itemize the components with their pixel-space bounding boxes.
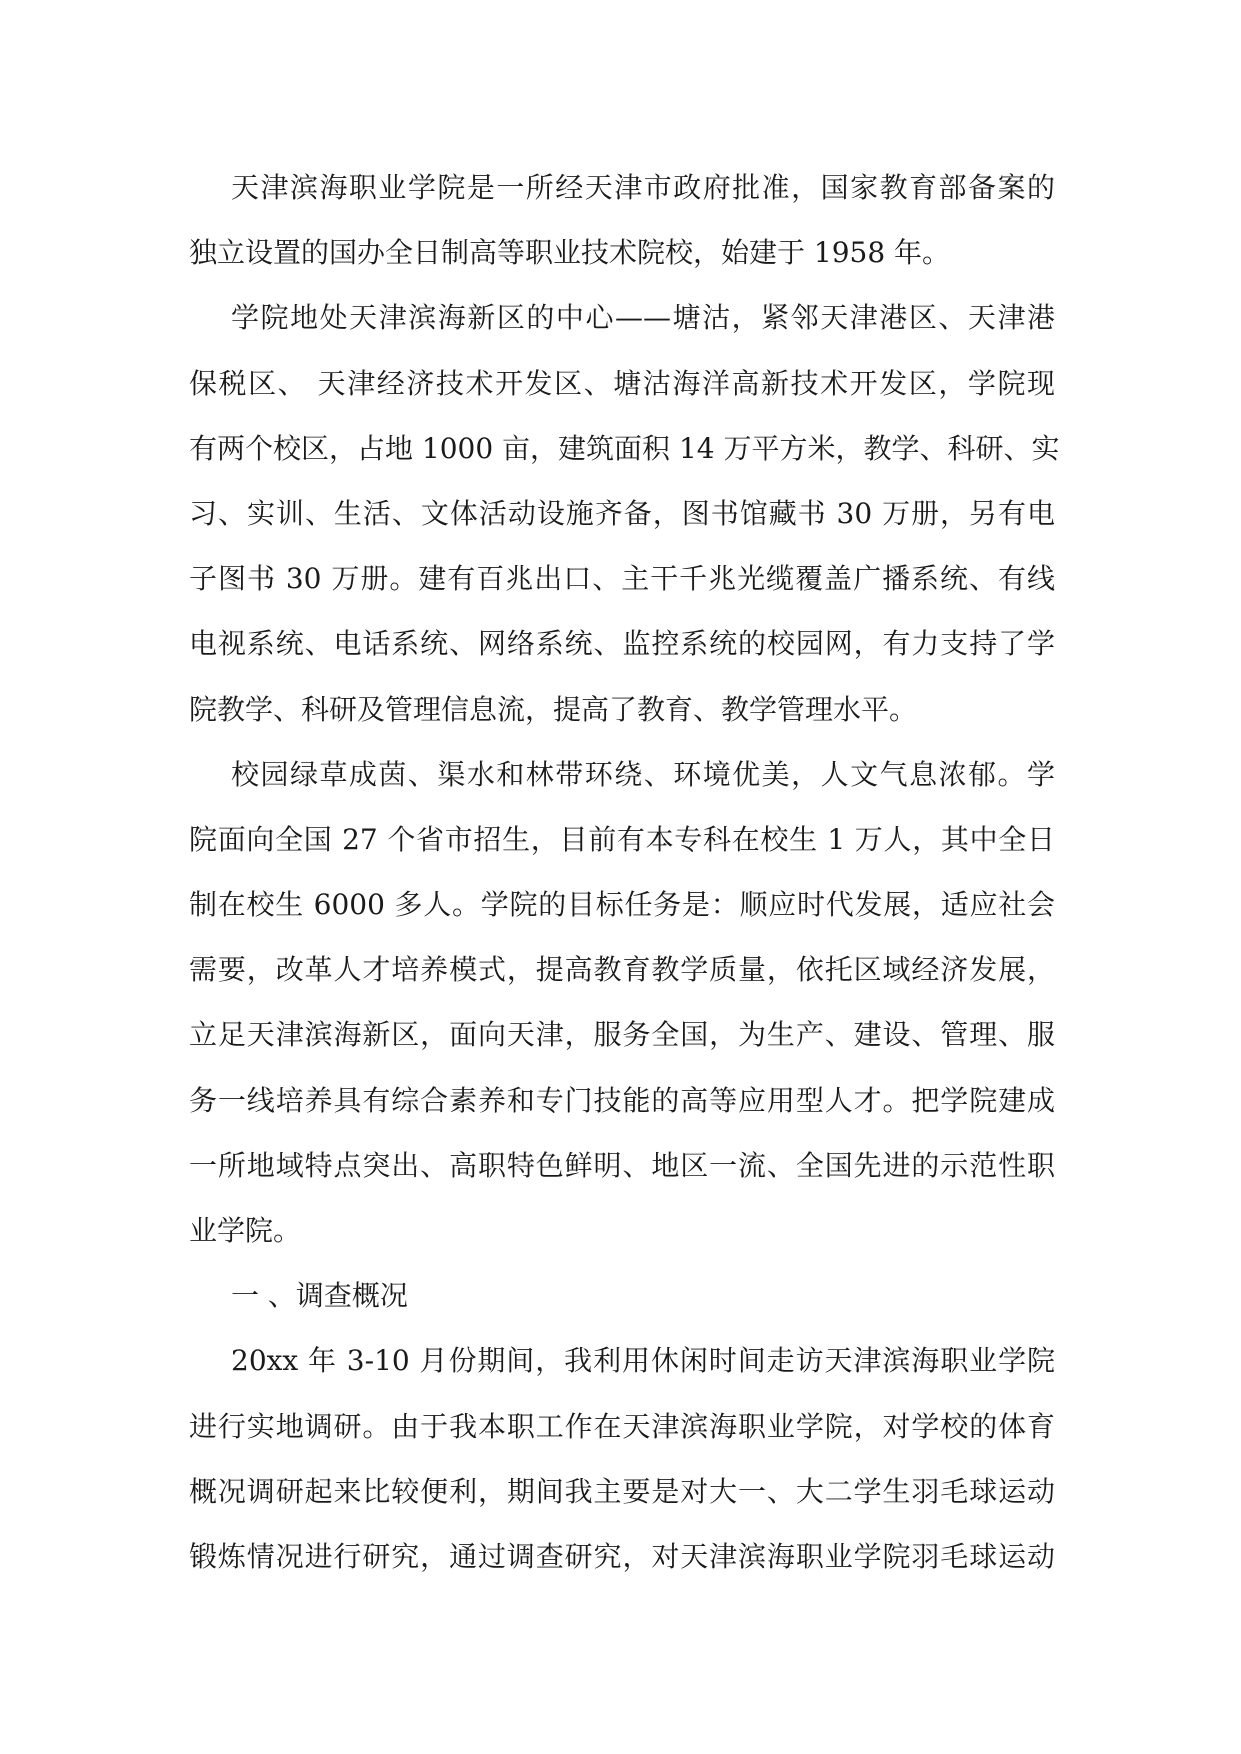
paragraph-2-line-3: 有两个校区，占地 1000 亩，建筑面积 14 万平方米，教学、科研、实 [189, 431, 1060, 465]
paragraph-1-line-1: 天津滨海职业学院是一所经天津市政府批准，国家教育部备案的 [231, 171, 1055, 204]
paragraph-4-line-1: 20xx 年 3-10 月份期间，我利用休闲时间走访天津滨海职业学院 [231, 1344, 1055, 1378]
paragraph-2-line-5: 子图书 30 万册。建有百兆出口、主干千兆光缆覆盖广播系统、有线 [189, 562, 1055, 596]
paragraph-2-line-6: 电视系统、电话系统、网络系统、监控系统的校园网，有力支持了学 [189, 627, 1055, 661]
paragraph-3-line-3: 制在校生 6000 多人。学院的目标任务是：顺应时代发展，适应社会 [189, 888, 1055, 922]
paragraph-3-line-1: 校园绿草成茵、渠水和林带环绕、环境优美，人文气息浓郁。学 [231, 757, 1055, 791]
paragraph-2-line-2: 保税区、 天津经济技术开发区、塘沽海洋高新技术开发区，学院现 [189, 366, 1055, 400]
document-body [189, 155, 1060, 1589]
paragraph-3-line-6: 务一线培养具有综合素养和专门技能的高等应用型人才。把学院建成 [189, 1083, 1055, 1117]
paragraph-3-line-7: 一所地域特点突出、高职特色鲜明、地区一流、全国先进的示范性职 [189, 1148, 1055, 1182]
paragraph-3-line-8: 业学院。 [189, 1214, 302, 1247]
paragraph-3-line-2: 院面向全国 27 个省市招生，目前有本专科在校生 1 万人，其中全日 [189, 822, 1055, 856]
paragraph-4-line-3: 概况调研起来比较便利，期间我主要是对大一、大二学生羽毛球运动 [189, 1474, 1055, 1508]
paragraph-2-line-7: 院教学、科研及管理信息流，提高了教育、教学管理水平。 [189, 692, 918, 726]
paragraph-3-line-5: 立足天津滨海新区，面向天津，服务全国，为生产、建设、管理、服 [189, 1018, 1055, 1052]
section-heading: 一 、调查概况 [231, 1279, 408, 1313]
paragraph-4-line-4: 锻炼情况进行研究，通过调查研究，对天津滨海职业学院羽毛球运动 [189, 1539, 1055, 1573]
paragraph-2-line-1: 学院地处天津滨海新区的中心——塘沽，紧邻天津港区、天津港 [231, 301, 1055, 335]
paragraph-4-line-2: 进行实地调研。由于我本职工作在天津滨海职业学院，对学校的体育 [189, 1409, 1055, 1443]
paragraph-3-line-4: 需要，改革人才培养模式，提高教育教学质量，依托区域经济发展， [189, 953, 1055, 987]
paragraph-1-line-2: 独立设置的国办全日制高等职业技术院校，始建于 1958 年。 [189, 236, 951, 270]
paragraph-2-line-4: 习、实训、生活、文体活动设施齐备，图书馆藏书 30 万册，另有电 [189, 496, 1055, 530]
